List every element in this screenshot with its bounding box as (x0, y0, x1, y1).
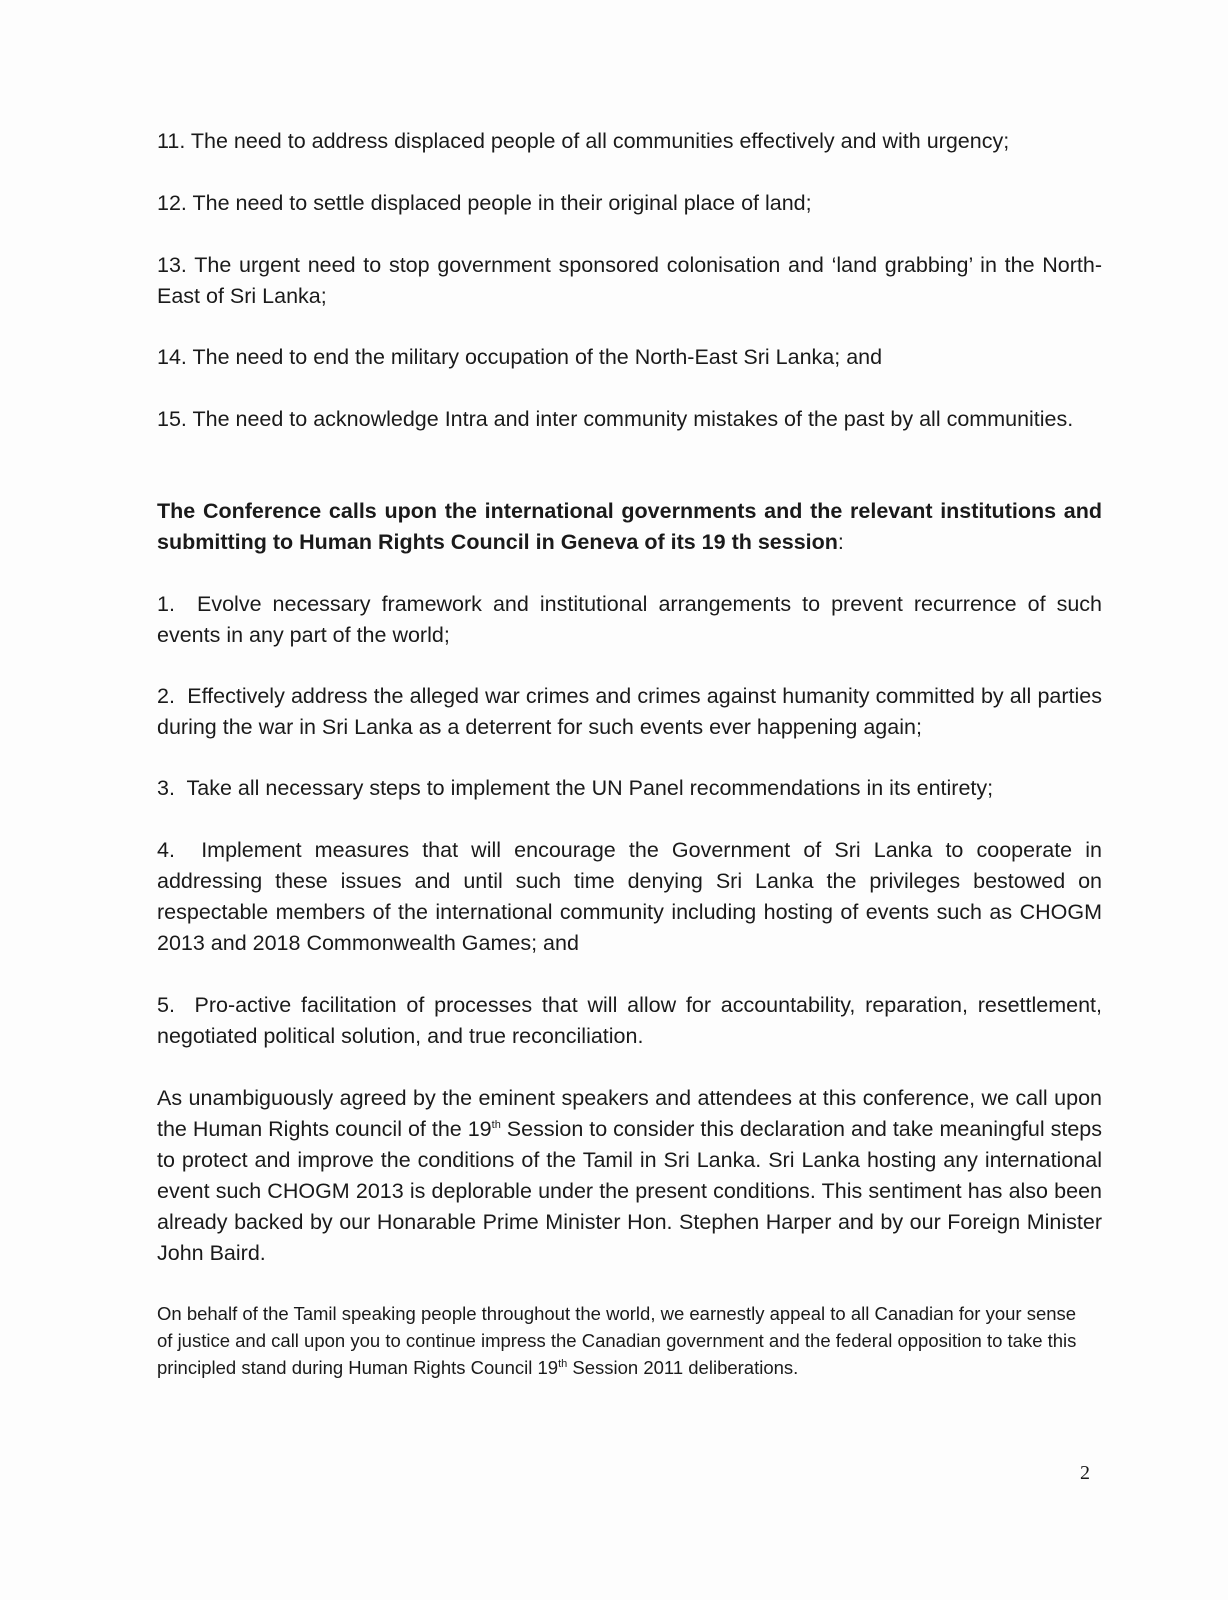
appeal-text-part2: Session 2011 deliberations. (567, 1357, 799, 1378)
point-text: The need to acknowledge Intra and inter community mistakes of the past by all communities. (192, 407, 1074, 431)
call-number: 4. (157, 838, 175, 862)
point-15 (157, 404, 1102, 435)
call-5 (157, 990, 1102, 1052)
call-number: 1. (157, 592, 175, 616)
call-text: Take all necessary steps to implement the UN Panel recommendations in its entirety; (186, 776, 994, 800)
call-number: 2. (157, 684, 175, 708)
call-text: Implement measures that will encourage the Government of Sri Lanka to cooperate in addressing these issues and until such time denying Sri Lanka the privileges bestowed on respectable members of the international community including hosting of events such as CHOGM 2013 and 2018 Commonwealth Games; and (157, 838, 1102, 955)
call-1 (157, 589, 1102, 651)
call-4 (157, 835, 1102, 959)
point-13 (157, 250, 1102, 312)
call-text: Evolve necessary framework and institutional arrangements to prevent recurrence of such events in any part of the world; (157, 592, 1102, 647)
point-number: 11. (157, 129, 186, 153)
point-11 (157, 126, 1102, 157)
call-number: 3. (157, 776, 175, 800)
closing-text-part1: As unambiguously agreed by the eminent speakers and attendees at this conference, we call upon the Human Rights council of the 19 (157, 1086, 1102, 1141)
point-number: 12. (157, 191, 187, 215)
point-number: 14. (157, 345, 187, 369)
closing-text-part2: Session to consider this declaration and take meaningful steps to protect and improve the conditions of the Tamil in Sri Lanka. Sri Lanka hosting any international event such CHOGM 2013 is deplorable under the present conditions. This sentiment has also been already backed by our Honarable Prime Minister Hon. Stephen Harper and by our Foreign Minister John Baird. (157, 1117, 1102, 1265)
call-3 (157, 773, 1102, 804)
call-number: 5. (157, 993, 175, 1017)
call-2 (157, 681, 1102, 743)
superscript: th (558, 1357, 568, 1370)
call-heading (157, 496, 1102, 558)
call-text: Pro-active facilitation of processes that will allow for accountability, reparation, resettlement, negotiated political solution, and true reconciliation. (157, 993, 1102, 1048)
point-14 (157, 342, 1102, 373)
superscript: th (491, 1118, 501, 1131)
appeal-text-part1: On behalf of the Tamil speaking people throughout the world, we earnestly appeal to all Canadian for your sense of justice and call upon you to continue impress the Canadian government and the federal opposition to take this principled stand during Human Rights Council 19 (157, 1303, 1077, 1378)
point-text: The need to address displaced people of all communities effectively and with urgency; (190, 129, 1010, 153)
point-text: The need to end the military occupation of the North-East Sri Lanka; and (192, 345, 883, 369)
point-text: The urgent need to stop government sponsored colonisation and ‘land grabbing’ in the North-East of Sri Lanka; (157, 253, 1103, 308)
appeal-paragraph (157, 1300, 1087, 1381)
point-text: The need to settle displaced people in their original place of land; (192, 191, 812, 215)
point-12 (157, 188, 1102, 219)
call-heading-text: The Conference calls upon the international governments and the relevant institutions and submitting to Human Rights Council in Geneva of its 19 th session (157, 499, 1102, 554)
closing-paragraph (157, 1083, 1102, 1269)
page-number: 2 (1080, 1462, 1090, 1484)
call-text: Effectively address the alleged war crimes and crimes against humanity committed by all parties during the war in Sri Lanka as a deterrent for such events ever happening again; (157, 684, 1102, 739)
point-number: 13. (157, 253, 187, 277)
point-number: 15. (157, 407, 187, 431)
call-heading-colon: : (837, 530, 844, 554)
